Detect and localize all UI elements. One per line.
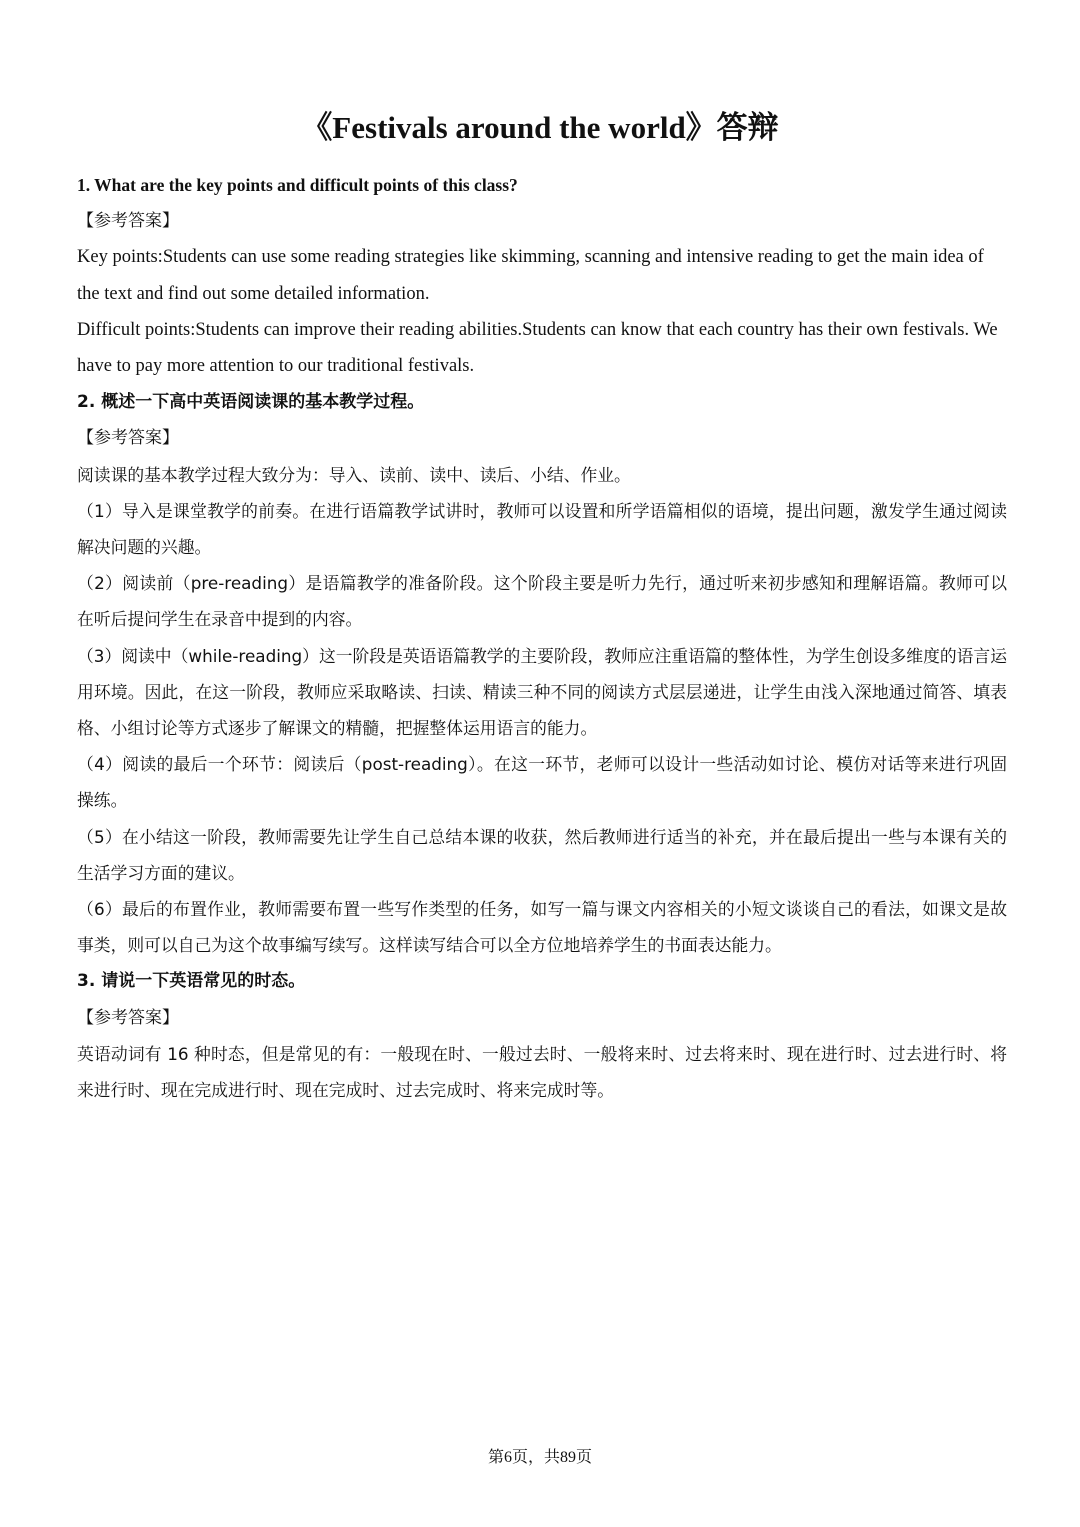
answer-1-paragraph-1: Key points:Students can use some reading strategies like skimming, scanning and intensive reading to get the main idea of the text and find out some detailed information. xyxy=(77,247,984,304)
page-number: 第6页，共89页 xyxy=(487,1449,592,1466)
answer-2-paragraph-3: （2）阅读前（pre-reading）是语篇教学的准备阶段。这个阶段主要是听力先行，通过听来初步感知和理解语篇。教师可以在听后提问学生在录音中提到的内容。 xyxy=(77,573,1007,630)
answer-3-paragraph-1: 英语动词有 16 种时态，但是常见的有：一般现在时、一般过去时、一般将来时、过去将来时、现在进行时、过去进行时、将来进行时、现在完成进行时、现在完成时、过去完成时、将来完成时等。 xyxy=(77,1043,1007,1101)
answer-2-paragraph-6: （5）在小结这一阶段，教师需要先让学生自己总结本课的收获，然后教师进行适当的补充，并在最后提出一些与本课有关的生活学习方面的建议。 xyxy=(77,826,1007,883)
answer-2-paragraph-5: （4）阅读的最后一个环节：阅读后（post-reading）。在这一环节，老师可以设计一些活动如讨论、模仿对话等来进行巩固操练。 xyxy=(77,754,1007,811)
page-title: 《Festivals around the world》答辩 xyxy=(301,110,779,145)
answer-2-paragraph-4: （3）阅读中（while-reading）这一阶段是英语语篇教学的主要阶段，教师应注重语篇的整体性，为学生创设多维度的语言运用环境。因此，在这一阶段，教师应采取略读、扫读、精读三种不同的阅读方式层层递进，让学生由浅入深地通过简答、填表格、小组讨论等方式逐步了解课文的精髓，把握整体运用语言的能力。 xyxy=(77,645,1007,739)
question-1: 1. What are the key points and difficult points of this class? xyxy=(77,175,518,195)
document-body xyxy=(77,167,1007,1108)
answer-label-3: 【参考答案】 xyxy=(77,1007,179,1028)
answer-2-paragraph-2: （1）导入是课堂教学的前奏。在进行语篇教学试讲时，教师可以设置和所学语篇相似的语境，提出问题，激发学生通过阅读解决问题的兴趣。 xyxy=(77,500,1007,558)
answer-label-2: 【参考答案】 xyxy=(77,428,179,449)
answer-1-paragraph-2: Difficult points:Students can improve their reading abilities.Students can know that each country has their own festivals. We have to pay more attention to our traditional festivals. xyxy=(77,319,998,377)
question-3: 3. 请说一下英语常见的时态。 xyxy=(77,971,306,992)
answer-2-paragraph-1: 阅读课的基本教学过程大致分为：导入、读前、读中、读后、小结、作业。 xyxy=(77,464,631,485)
answer-2-paragraph-7: （6）最后的布置作业，教师需要布置一些写作类型的任务，如写一篇与课文内容相关的小短文谈谈自己的看法，如课文是故事类，则可以自己为这个故事编写续写。这样读写结合可以全方位地培养学生的书面表达能力。 xyxy=(77,899,1007,956)
answer-label-1: 【参考答案】 xyxy=(77,211,179,232)
question-2: 2. 概述一下高中英语阅读课的基本教学过程。 xyxy=(77,392,425,413)
